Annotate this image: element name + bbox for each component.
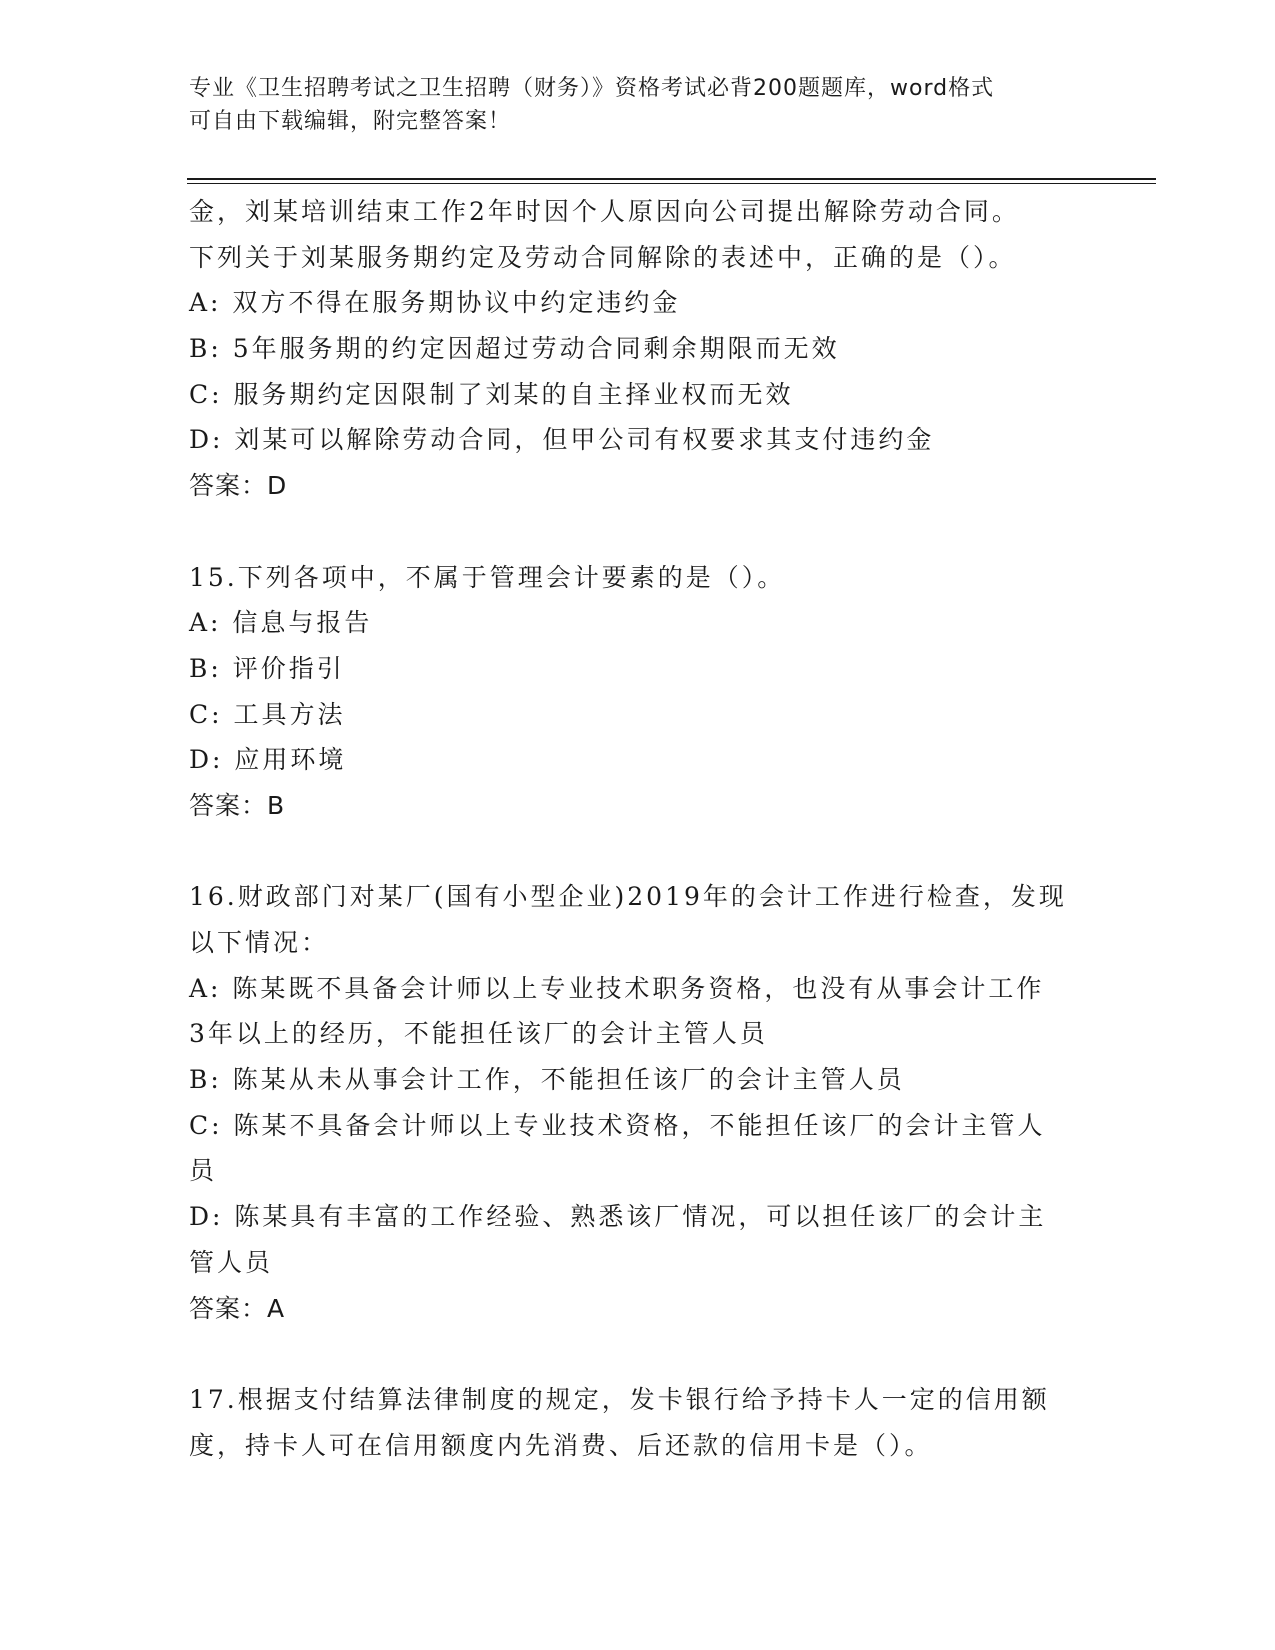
option-d: D: 应用环境 bbox=[189, 745, 347, 775]
question-text-line: 以下情况： bbox=[189, 928, 330, 957]
header-divider-thick bbox=[187, 178, 1156, 180]
option-d: D: 陈某具有丰富的工作经验、熟悉该厂情况，可以担任该厂的会计主 bbox=[189, 1202, 1047, 1232]
option-c: C: 工具方法 bbox=[189, 699, 346, 729]
option-c: C: 服务期约定因限制了刘某的自主择业权而无效 bbox=[189, 379, 794, 409]
header-line-2: 可自由下载编辑，附完整答案！ bbox=[189, 109, 512, 134]
question-text-line: 16.财政部门对某厂(国有小型企业)2019年的会计工作进行检查，发现 bbox=[189, 882, 1067, 912]
answer: 答案：D bbox=[189, 471, 288, 501]
question-text-line: 金，刘某培训结束工作2年时因个人原因向公司提出解除劳动合同。 bbox=[189, 197, 1020, 226]
option-b: B: 评价指引 bbox=[189, 653, 345, 683]
document-body bbox=[189, 189, 1089, 1468]
option-c-continued: 员 bbox=[189, 1156, 218, 1186]
header-line-1: 专业《卫生招聘考试之卫生招聘（财务）》资格考试必背200题题库，word格式 bbox=[189, 76, 995, 101]
question-text-line: 15.下列各项中，不属于管理会计要素的是（）。 bbox=[189, 562, 786, 592]
question-14 bbox=[189, 189, 1089, 509]
question-15 bbox=[189, 555, 1089, 829]
option-a: A: 信息与报告 bbox=[189, 608, 373, 638]
header-divider-thin bbox=[187, 183, 1156, 184]
option-c: C: 陈某不具备会计师以上专业技术资格，不能担任该厂的会计主管人 bbox=[189, 1110, 1046, 1140]
question-text-line: 下列关于刘某服务期约定及劳动合同解除的表述中，正确的是（）。 bbox=[189, 242, 1017, 272]
option-a: A: 双方不得在服务期协议中约定违约金 bbox=[189, 288, 681, 318]
spacer bbox=[189, 509, 1089, 555]
option-d: D: 刘某可以解除劳动合同，但甲公司有权要求其支付违约金 bbox=[189, 425, 935, 455]
question-text-line: 17.根据支付结算法律制度的规定，发卡银行给予持卡人一定的信用额 bbox=[189, 1384, 1050, 1414]
spacer bbox=[189, 1331, 1089, 1377]
option-b: B: 5年服务期的约定因超过劳动合同剩余期限而无效 bbox=[189, 334, 840, 364]
question-16 bbox=[189, 874, 1089, 1331]
spacer bbox=[189, 829, 1089, 875]
question-17 bbox=[189, 1377, 1089, 1468]
question-text-line: 度，持卡人可在信用额度内先消费、后还款的信用卡是（）。 bbox=[189, 1430, 933, 1460]
page-header bbox=[189, 72, 1069, 138]
answer: 答案：A bbox=[189, 1293, 286, 1323]
answer: 答案：B bbox=[189, 790, 286, 820]
option-b: B: 陈某从未从事会计工作，不能担任该厂的会计主管人员 bbox=[189, 1065, 905, 1095]
option-a: A: 陈某既不具备会计师以上专业技术职务资格，也没有从事会计工作 bbox=[189, 973, 1045, 1003]
option-a-continued: 3年以上的经历，不能担任该厂的会计主管人员 bbox=[189, 1019, 768, 1049]
option-d-continued: 管人员 bbox=[189, 1247, 274, 1277]
